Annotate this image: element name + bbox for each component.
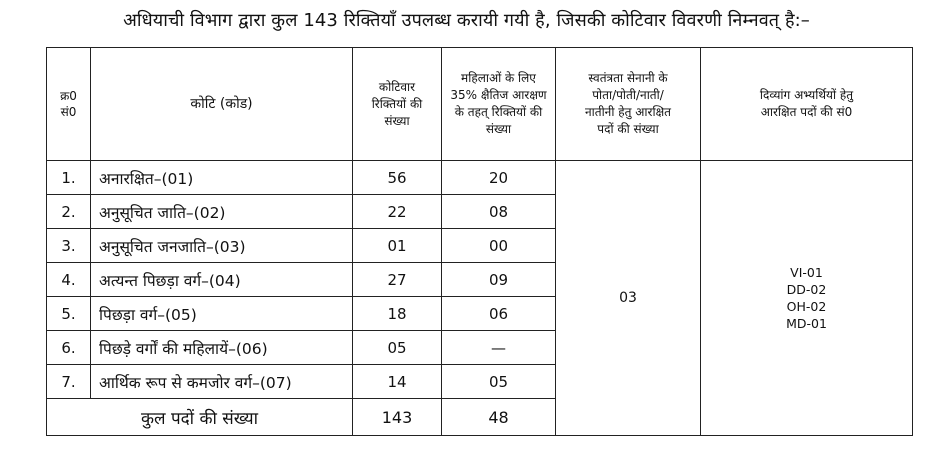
row-serial-number: 5. [47,297,91,331]
row-serial-number: 7. [47,365,91,399]
row-vacancies: 18 [353,297,442,331]
total-vacancies: 143 [353,399,442,436]
row-vacancies: 27 [353,263,442,297]
row-serial-number: 2. [47,195,91,229]
disabled-posts-item: VI-01 [790,265,823,280]
row-serial-number: 4. [47,263,91,297]
row-vacancies: 01 [353,229,442,263]
row-serial-number: 1. [47,161,91,195]
header-category-code: कोटि (कोड) [91,48,353,161]
row-category: अत्यन्त पिछड़ा वर्ग–(04) [91,263,353,297]
row-category: पिछड़ा वर्ग–(05) [91,297,353,331]
row-women-vacancies: 06 [442,297,556,331]
page-heading: अधियाची विभाग द्वारा कुल 143 रिक्तियाँ उपलब्ध करायी गयी है, जिसकी कोटिवार विवरणी निम्नवत् है:– [123,10,810,31]
disabled-posts-list [701,161,913,436]
row-women-vacancies: 00 [442,229,556,263]
row-serial-number: 6. [47,331,91,365]
row-category: आर्थिक रूप से कमजोर वर्ग–(07) [91,365,353,399]
row-vacancies: 56 [353,161,442,195]
row-women-vacancies: 20 [442,161,556,195]
freedom-fighter-posts: 03 [556,161,701,436]
row-vacancies: 22 [353,195,442,229]
total-label: कुल पदों की संख्या [47,399,353,436]
row-category: अनुसूचित जनजाति–(03) [91,229,353,263]
header-disabled-posts: दिव्यांग अभ्यर्थियों हेतु आरक्षित पदों की सं0 [701,48,913,161]
table-row [47,161,913,195]
row-category: अनारक्षित–(01) [91,161,353,195]
row-women-vacancies: 09 [442,263,556,297]
row-women-vacancies: 08 [442,195,556,229]
table-header-row [47,48,913,161]
row-category: अनुसूचित जाति–(02) [91,195,353,229]
row-serial-number: 3. [47,229,91,263]
vacancy-table [46,47,913,436]
disabled-posts-item: OH-02 [786,299,827,314]
header-freedom-fighter-posts: स्वतंत्रता सेनानी के पोता/पोती/नाती/ नातीनी हेतु आरक्षित पदों की संख्या [556,48,701,161]
row-women-vacancies: 05 [442,365,556,399]
header-category-vacancies: कोटिवार रिक्तियों की संख्या [353,48,442,161]
total-women-vacancies: 48 [442,399,556,436]
row-vacancies: 05 [353,331,442,365]
disabled-posts-item: DD-02 [786,282,827,297]
disabled-posts-item: MD-01 [786,316,827,331]
row-vacancies: 14 [353,365,442,399]
row-category: पिछड़े वर्गों की महिलायें–(06) [91,331,353,365]
header-women-reservation: महिलाओं के लिए 35% क्षैतिज आरक्षण के तहत् रिक्तियों की संख्या [442,48,556,161]
row-women-vacancies: — [442,331,556,365]
header-serial-number: क्र0 सं0 [47,48,91,161]
